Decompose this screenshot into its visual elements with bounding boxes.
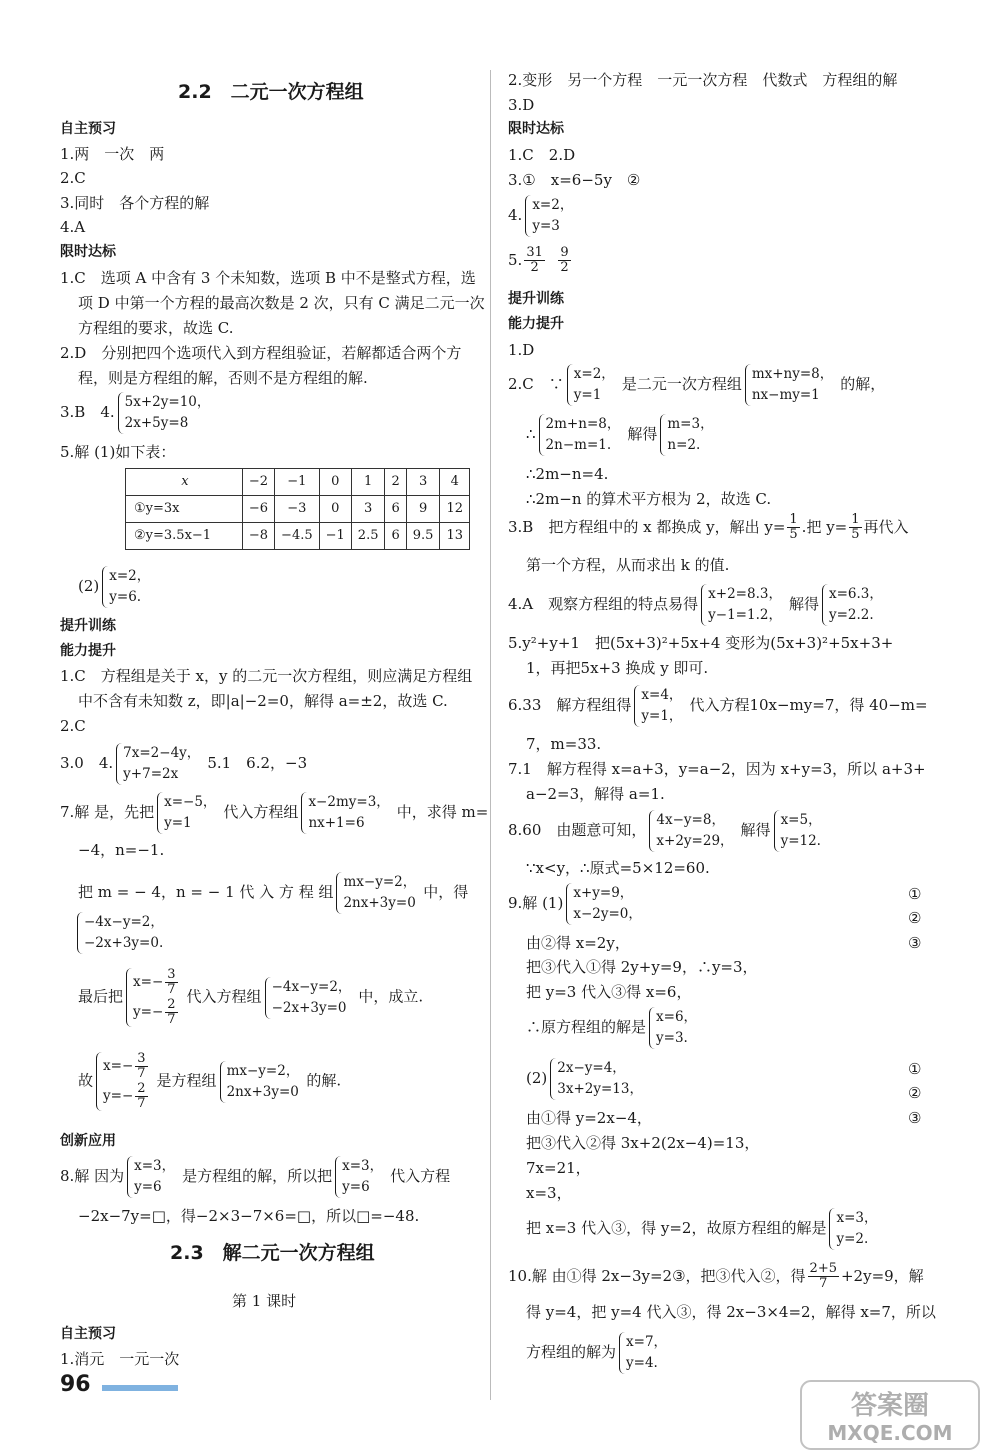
table-cell: 9: [406, 496, 440, 523]
equation-system: [539, 414, 625, 456]
answer-line: [508, 685, 928, 727]
answer-line: 1.消元 一元一次: [60, 1350, 180, 1368]
answer-line: 1.C 选项 A 中含有 3 个未知数，选项 B 中不是整式方程，选: [60, 269, 476, 287]
equation: y=2.2.: [828, 606, 874, 623]
fraction: [524, 246, 545, 276]
answer-line: 3.同时 各个方程的解: [60, 194, 210, 212]
fraction-denominator: 5: [851, 527, 860, 543]
answer-prefix: 9.解 (1): [508, 893, 564, 912]
answer-suffix: 的解.: [306, 1071, 342, 1090]
heading-timed-practice: 限时达标: [508, 121, 564, 137]
equation-system: [157, 792, 220, 834]
answer-prefix: ∴: [526, 424, 536, 443]
table-cell: 4: [440, 469, 470, 496]
equation-lhs: y=−: [133, 1003, 164, 1020]
equation: nx+1=6: [308, 814, 365, 831]
answer-line: [526, 1208, 884, 1250]
equation-system: [550, 1058, 647, 1100]
equation-system: [127, 1156, 179, 1198]
equation: y=3: [532, 217, 560, 234]
equation: mx+ny=8，: [751, 366, 834, 382]
answer-text: 解得: [627, 424, 658, 443]
fraction: [849, 513, 861, 543]
equation: x−2y=0，: [573, 905, 642, 922]
fraction-numerator: 3: [167, 967, 176, 982]
equation: 2m+n=8，: [545, 416, 621, 432]
equation: x=6.3，: [828, 586, 883, 602]
equation: y=2.: [836, 1230, 869, 1247]
equation: m=3，: [667, 416, 714, 432]
section-title: 2.2 二元一次方程组: [178, 81, 364, 103]
table-cell: 2: [385, 469, 406, 496]
equation: x=7，: [626, 1334, 668, 1350]
answer-line: 7x=21，: [526, 1159, 591, 1177]
answer-line: 把③代入①得 2y+y=9，∴y=3，: [526, 958, 758, 976]
equation-system: [102, 566, 154, 608]
answer-text: 是二元一次方程组: [621, 374, 742, 393]
equation: x+y=9，: [573, 885, 634, 901]
answer-text: 代入方程组: [186, 987, 262, 1006]
equation-system: [649, 1007, 701, 1049]
answer-line: [508, 364, 885, 406]
equation-system: [619, 1332, 671, 1374]
equation-marker: ③: [908, 934, 922, 952]
answer-line: 1.C 方程组是关于 x，y 的二元一次方程组，则应满足方程组: [60, 667, 473, 685]
answer-suffix: 代入方程10x−my=7，得 40−m=: [689, 695, 928, 714]
fraction-denominator: 2: [530, 260, 539, 276]
column-divider: [490, 70, 491, 1400]
answer-text: 代入方程组: [223, 802, 299, 821]
fraction-denominator: 7: [137, 1095, 146, 1111]
fraction-numerator: 1: [851, 512, 860, 527]
table-cell: −3: [275, 496, 320, 523]
answer-prefix: 8.60 由题意可知，: [508, 820, 647, 839]
answer-prefix: 3.B 把方程组中的 x 都换成 y，解出 y=: [508, 517, 786, 536]
table-row: [126, 523, 470, 550]
table-cell: −8: [242, 523, 274, 550]
answer-line: 项 D 中第一个方程的最高次数是 2 次，只有 C 满足二元一次: [78, 294, 485, 312]
answer-line: ∴2m−n=4.: [526, 465, 609, 483]
answer-line: [508, 246, 573, 276]
answer-line: 5.y²+y+1 把(5x+3)²+5x+4 变形为(5x+3)²+5x+3+: [508, 634, 894, 652]
equation-system: [634, 685, 686, 727]
equation: 3x+2y=13，: [557, 1080, 643, 1097]
answer-suffix: 中，得: [423, 882, 469, 901]
equation: x=3，: [836, 1210, 878, 1226]
equation-system: [126, 968, 184, 1027]
table-cell: 1: [351, 469, 385, 496]
answer-line: [60, 792, 488, 834]
table-cell: −1: [275, 469, 320, 496]
heading-timed-practice: 限时达标: [60, 244, 116, 260]
heading-self-preview: 自主预习: [60, 121, 116, 137]
equation: x=4，: [641, 687, 683, 703]
equation-marker: ②: [908, 909, 922, 927]
equation: mx−y=2，: [343, 874, 417, 890]
equation: −4x−y=2，: [271, 978, 352, 995]
equation: y=12.: [780, 832, 821, 849]
answer-prefix: (2): [526, 1068, 548, 1087]
equation-system: [774, 810, 826, 852]
answer-prefix: 5.: [508, 250, 523, 269]
equation: 2x−y=4，: [557, 1060, 626, 1076]
answer-prefix: 4.A 观察方程组的特点易得: [508, 594, 699, 613]
answer-line: 由②得 x=2y，: [526, 934, 630, 952]
equation-system: [701, 584, 786, 626]
equation: 5x+2y=10，: [124, 394, 211, 410]
answer-suffix: 的解，: [840, 374, 886, 393]
answer-line: [508, 810, 829, 852]
table-row: [126, 496, 470, 523]
fraction-denominator: 7: [167, 1011, 176, 1027]
fraction: [808, 1262, 839, 1292]
equation-system: [301, 792, 393, 834]
fraction: [135, 1082, 147, 1112]
table-cell: x: [126, 469, 243, 496]
answer-line: 得 y=4，把 y=4 代入③，得 2x−3×4=2，解得 x=7，所以: [526, 1303, 936, 1321]
equation: −4x−y=2，: [84, 914, 164, 930]
answer-prefix: (2): [78, 576, 100, 595]
answer-line: 第一个方程，从而求出 k 的值.: [526, 556, 730, 574]
answer-prefix: 4.: [508, 205, 523, 224]
fraction: [135, 1052, 147, 1082]
answer-line: 5.解 (1)如下表：: [60, 443, 176, 461]
equation-lhs: y=−: [103, 1087, 134, 1104]
equation: nx−my=1: [751, 386, 820, 403]
watermark-url: MXQE.COM: [827, 1421, 953, 1445]
fraction-numerator: 1: [789, 512, 798, 527]
answer-text: 是方程组: [156, 1071, 217, 1090]
fraction-numerator: 2: [137, 1080, 146, 1096]
fraction: [787, 513, 799, 543]
fraction-denominator: 7: [167, 982, 176, 998]
fraction-numerator: 31: [526, 245, 543, 260]
answer-suffix: +2y=9，解: [840, 1266, 924, 1285]
equation-system: [77, 912, 168, 954]
equation: x=3，: [342, 1158, 384, 1174]
equation: y+7=2x: [123, 765, 179, 782]
table-cell: ①y=3x: [126, 496, 243, 523]
equation: y=6.: [109, 588, 142, 605]
answer-line: 7.1 解方程得 x=a+3，y=a−2，因为 x+y=3，所以 a+3+: [508, 760, 926, 778]
watermark-icon: [800, 1380, 980, 1450]
table-cell: −6: [242, 496, 274, 523]
answer-line: 7，m=33.: [526, 735, 602, 753]
fraction-denominator: 5: [789, 527, 798, 543]
equation-system: [822, 584, 887, 626]
table-cell: 0: [319, 496, 351, 523]
answer-line: 2.变形 另一个方程 一元一次方程 代数式 方程组的解: [508, 71, 898, 89]
equation: −2x+3y=0.: [84, 934, 164, 951]
heading-ability: 能力提升: [60, 643, 116, 659]
equation-system: [525, 195, 577, 237]
answer-line: [74, 912, 171, 954]
answer-line: 程，则是方程组的解，否则不是方程组的解.: [78, 369, 368, 387]
answer-line: [78, 1052, 341, 1111]
equation-system: [335, 1156, 387, 1198]
answer-line: [78, 566, 157, 608]
table-cell: 13: [440, 523, 470, 550]
equation: y−1=1.2，: [708, 606, 782, 623]
equation: 2nx+3y=0: [343, 894, 416, 911]
answer-prefix: 8.解 因为: [60, 1166, 125, 1185]
fraction-numerator: 2+5: [809, 1261, 837, 1276]
answer-prefix: 把 m = − 4，n = − 1 代 入 方 程 组: [78, 882, 334, 901]
answer-line: 2.D 分别把四个选项代入到方程组验证，若解都适合两个方: [60, 344, 462, 362]
answer-suffix: 5.1 6.2，−3: [207, 753, 308, 772]
equation: x+2y=29，: [656, 832, 734, 849]
table-cell: −1: [319, 523, 351, 550]
equation-system: [265, 977, 356, 1019]
equation: x=6，: [656, 1009, 698, 1025]
answer-line: x=3，: [526, 1184, 572, 1202]
answer-line: 2.C: [60, 169, 86, 187]
answer-prefix: 10.解 由①得 2x−3y=2③，把③代入②，得: [508, 1266, 806, 1285]
equation: y=3.: [656, 1029, 688, 1046]
answer-prefix: 6.33 解方程组得: [508, 695, 632, 714]
table-cell: 12: [440, 496, 470, 523]
equation: [103, 1080, 150, 1111]
fraction-numerator: 3: [137, 1051, 146, 1066]
equation-system: [567, 364, 619, 406]
equation-system: [566, 883, 646, 925]
equation-system: [660, 414, 717, 456]
equation: n=2.: [667, 436, 701, 453]
answer-line: 由①得 y=2x−4，: [526, 1109, 652, 1127]
equation: x=−5，: [164, 794, 217, 810]
equation: [133, 967, 180, 998]
fraction: [558, 246, 570, 276]
answer-line: 4.A: [60, 218, 86, 236]
equation: x=5，: [780, 812, 822, 828]
equation: x=3，: [134, 1158, 176, 1174]
answer-text: .把 y=: [801, 517, 848, 536]
answer-line: a−2=3，解得 a=1.: [526, 785, 665, 803]
equation-system: [829, 1208, 881, 1250]
table-cell: 6: [385, 496, 406, 523]
answer-prefix: 2.C ∵: [508, 374, 564, 393]
equation-marker: ①: [908, 1060, 922, 1078]
answer-text: 是方程组的解，所以把: [182, 1166, 333, 1185]
equation-lhs: x=−: [103, 1058, 134, 1075]
equation-system: [336, 872, 420, 914]
answer-line: [526, 1332, 674, 1374]
table-cell: −4.5: [275, 523, 320, 550]
equation: 7x=2−4y，: [123, 745, 201, 761]
answer-text: 解得: [788, 594, 819, 613]
answer-prefix: 3.0 4.: [60, 753, 114, 772]
equation: y=1: [164, 814, 192, 831]
fraction-denominator: 7: [137, 1066, 146, 1082]
heading-ability: 能力提升: [508, 316, 564, 332]
values-table: [125, 468, 470, 550]
answer-line: [526, 414, 721, 456]
table-cell: 2.5: [351, 523, 385, 550]
table-cell: ②y=3.5x−1: [126, 523, 243, 550]
answer-line: 中不含有未知数 z，即|a|−2=0，解得 a=±2，故选 C.: [78, 692, 448, 710]
table-cell: 6: [385, 523, 406, 550]
answer-line: −4，n=−1.: [78, 841, 165, 859]
answer-suffix: 代入方程: [390, 1166, 451, 1185]
equation-marker: ①: [908, 885, 922, 903]
answer-line: [526, 1058, 650, 1100]
equation: 4x−y=8，: [656, 812, 725, 828]
equation: mx−y=2，: [226, 1062, 300, 1079]
equation: x=2，: [109, 568, 151, 584]
answer-prefix: 7.解 是，先把: [60, 802, 155, 821]
equation: y=1，: [641, 707, 683, 724]
equation-system: [649, 810, 737, 852]
answer-line: [508, 584, 890, 626]
table-cell: 0: [319, 469, 351, 496]
answer-line: [508, 195, 580, 237]
answer-line: 1，再把5x+3 换成 y 即可.: [526, 659, 709, 677]
answer-line: ∴2m−n 的算术平方根为 2，故选 C.: [526, 490, 772, 508]
answer-line: 把 y=3 代入③得 x=6，: [526, 983, 692, 1001]
fraction: [165, 998, 177, 1028]
answer-prefix: 最后把: [78, 987, 124, 1006]
answer-line: [60, 743, 307, 785]
answer-line: 方程组的要求，故选 C.: [78, 319, 234, 337]
table-cell: −2: [242, 469, 274, 496]
table-cell: 9.5: [406, 523, 440, 550]
heading-improvement: 提升训练: [508, 291, 564, 307]
answer-line: ∵x<y，∴原式=5×12=60.: [526, 859, 710, 877]
answer-line: [508, 513, 909, 543]
equation: y=1: [573, 386, 602, 403]
equation: y=6: [134, 1178, 162, 1195]
fraction-denominator: 2: [560, 260, 569, 276]
heading-innovation: 创新应用: [60, 1133, 116, 1149]
answer-line: [526, 1007, 704, 1049]
equation-system: [116, 743, 204, 785]
answer-line: 3.① x=6−5y ②: [508, 171, 641, 189]
answer-line: [508, 1262, 924, 1292]
heading-self-preview: 自主预习: [60, 1326, 116, 1342]
answer-line: [78, 968, 423, 1027]
watermark-logo: [800, 1380, 980, 1450]
fraction: [165, 968, 177, 998]
answer-prefix: 方程组的解为: [526, 1342, 617, 1361]
answer-line: 把③代入②得 3x+2(2x−4)=13，: [526, 1134, 760, 1152]
equation-system: [220, 1061, 304, 1103]
page-number: 96: [60, 1372, 91, 1397]
lesson-title: 第 1 课时: [232, 1292, 297, 1310]
equation-system: [96, 1052, 154, 1111]
answer-line: [508, 883, 649, 925]
answer-suffix: 再代入: [863, 517, 909, 536]
answer-line: 1.D: [508, 341, 535, 359]
answer-line: [78, 872, 468, 914]
equation-lhs: x=−: [133, 974, 164, 991]
table-cell: 3: [351, 496, 385, 523]
equation: 2x+5y=8: [124, 414, 189, 431]
fraction-denominator: 7: [819, 1276, 828, 1292]
answer-suffix: 中，求得 m=: [396, 802, 489, 821]
fraction-numerator: 2: [167, 996, 176, 1012]
table-cell: 3: [406, 469, 440, 496]
answer-line: 3.D: [508, 96, 535, 114]
equation: 2nx+3y=0: [226, 1083, 299, 1100]
equation: x−2my=3，: [308, 794, 390, 810]
equation: x=2，: [532, 197, 574, 213]
answer-text: 解得: [740, 820, 771, 839]
answer-prefix: 把 x=3 代入③，得 y=2，故原方程组的解是: [526, 1218, 827, 1237]
equation: [133, 996, 180, 1027]
answer-prefix: 故: [78, 1071, 94, 1090]
answer-line: [60, 392, 217, 434]
heading-improvement: 提升训练: [60, 618, 116, 634]
answer-line: 1.C 2.D: [508, 146, 576, 164]
equation-system: [118, 392, 215, 434]
answer-prefix: 3.B 4.: [60, 402, 115, 421]
equation: x=2，: [573, 366, 615, 382]
equation: [103, 1051, 150, 1082]
table-row: [126, 469, 470, 496]
fraction-numerator: 9: [560, 245, 569, 260]
answer-line: 2.C: [60, 717, 86, 735]
answer-line: [60, 1156, 450, 1198]
section-title: 2.3 解二元一次方程组: [170, 1242, 375, 1264]
answer-prefix: ∴原方程组的解是: [526, 1017, 647, 1036]
answer-suffix: 中，成立.: [358, 987, 424, 1006]
equation: 2n−m=1.: [545, 436, 612, 453]
equation: x+2=8.3，: [708, 586, 782, 602]
page-number-bar: [102, 1385, 178, 1391]
answer-line: −2x−7y=□，得−2×3−7×6=□，所以□=−48.: [78, 1207, 420, 1225]
equation-system: [745, 364, 837, 406]
answer-line: 1.两 一次 两: [60, 145, 165, 163]
equation: −2x+3y=0: [271, 999, 347, 1016]
equation: y=6: [342, 1178, 370, 1195]
equation: y=4.: [626, 1354, 658, 1371]
equation-marker: ②: [908, 1084, 922, 1102]
watermark-text: 答案圈: [850, 1391, 930, 1421]
equation-marker: ③: [908, 1109, 922, 1127]
